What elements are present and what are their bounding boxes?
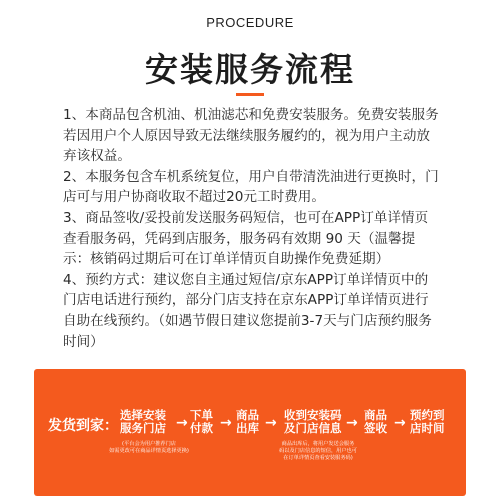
- flow-arrow-icon: →: [220, 415, 232, 431]
- flow-arrow-icon: →: [346, 415, 358, 431]
- title-underline: [236, 93, 264, 96]
- page-title: 安装服务流程: [145, 50, 355, 89]
- flow-arrow-icon: →: [176, 415, 188, 431]
- flow-note-code: 商品出库后，将用户发送会服务 码以及门店信息的短信，用户也可 在订单详情页查看安装服务码): [279, 441, 357, 461]
- flow-arrow-icon: →: [265, 415, 277, 431]
- rule-4: 4、预约方式：建议您自主通过短信/京东APP订单详情页中的门店电话进行预约，部分门店支持在京东APP订单详情页进行自助在线预约。（如遇节假日建议您提前3-7天与门店预约服务时间）: [63, 271, 432, 350]
- procedure-eyebrow: PROCEDURE: [206, 15, 294, 30]
- flow-arrow-icon: →: [394, 415, 406, 431]
- service-rules: [63, 105, 441, 352]
- flow-step-select-store: 选择安装 服务门店: [120, 408, 166, 435]
- flow-step-appointment: 预约到 店时间: [410, 408, 445, 435]
- flow-start-label: 发货到家：: [48, 418, 118, 434]
- flow-step-receive-code: 收到安装码 及门店信息: [284, 408, 342, 435]
- flow-step-sign: 商品 签收: [364, 408, 387, 435]
- flow-step-pay: 下单 付款: [190, 408, 213, 435]
- process-flow-banner: [34, 369, 466, 496]
- rule-3: 3、商品签收/妥投前发送服务码短信，也可在APP订单详情页查看服务码，凭码到店服务，服务码有效期 90 天（温馨提示：核销码过期后可在订单详情页自助操作免费延期）: [63, 209, 429, 268]
- rule-1: 1、本商品包含机油、机油滤芯和免费安装服务。免费安装服务若因用户个人原因导致无法继续服务履约的，视为用户主动放弃该权益。: [63, 107, 439, 165]
- rule-2: 2、本服务包含车机系统复位，用户自带清洗油进行更换时，门店可与用户协商收取不超过20元工时费用。: [63, 168, 439, 206]
- flow-step-ship: 商品 出库: [236, 408, 259, 435]
- flow-note-store: (平台会为用户推荐门店 如需更改可在商品详情页选择更换): [109, 441, 189, 454]
